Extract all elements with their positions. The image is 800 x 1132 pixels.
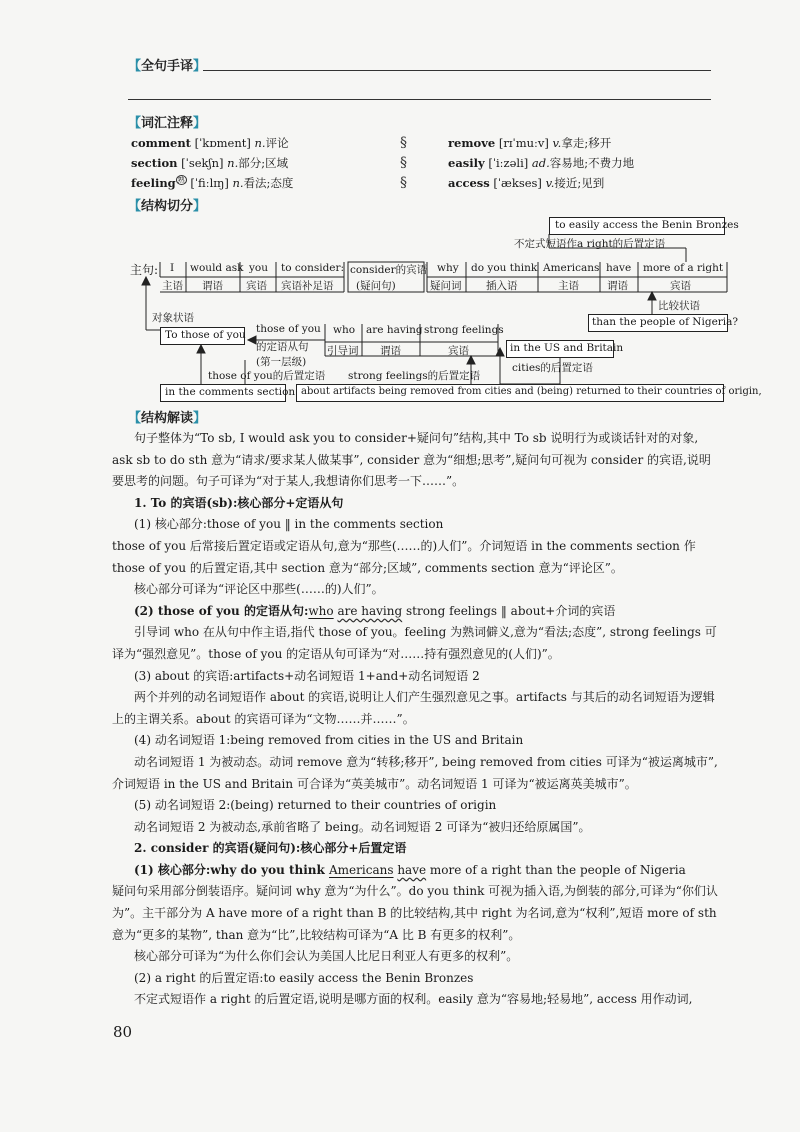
para-1-1b: 核心部分可译为“评论区中那些(……的)人们”。 [134,582,384,597]
word-i: I [170,262,175,274]
word-americans: Americans [543,262,600,274]
heading-1: 1. To 的宾语(sb):核心部分+定语从句 [134,495,344,510]
heading-2-1: (1) 核心部分:why do you think Americans have more of a right than the people of Nigeria [134,862,686,877]
para-2-1b: 核心部分可译为“为什么你们会认为美国人比尼日利亚人有更多的权利”。 [134,949,519,964]
intro-paragraph: 句子整体为“To sb, I would ask you to consider+疑问句”结构,其中 To sb 说明行为或谈话针对的对象, ask sb to do sth 意为“请求/要求某人做某事”, consider 意为“细想;思考”,疑问句可视为 consider 的宾语,说明要思考的问题。句子可译为“对于某人,我想请你们思考一下……”。 [112,431,711,489]
vocab-entry-access: access [ˈækses] v.接近;见到 [448,176,605,190]
heading-2-2: (2) a right 的后置定语:to easily access the Benin Bronzes [134,970,474,985]
main-clause-label: 主句: [130,263,159,277]
role-wh-word: 疑问词 [430,280,462,292]
heading-1-4: (4) 动名词短语 1:being removed from cities in the US and Britain [134,733,524,748]
para-2-1: 疑问句采用部分倒装语序。疑问词 why 意为“为什么”。do you think 可视为插入语,为倒装的部分,可译为“你们认为”。主干部分为 A have more of a right than B 的比较结构,其中 right 为名词,意为“权利”,短语 more of sth 意为“更多的某物”, than 意为“比”,比较结构可译为“A 比 B 有更多的权利”。 [112,884,718,942]
role-predicate-2: 谓语 [607,280,628,292]
us-britain-box: in the US and Britain [506,340,614,358]
vocab-entry-section: section [ˈsekʃn] n.部分;区域 [131,156,289,170]
role-predicate: 谓语 [202,280,223,292]
word-do-you-think: do you think [471,262,538,274]
analysis-header: 【结构解读】 [128,411,207,426]
analysis-body [112,428,718,1011]
word-would-ask: would ask [190,262,244,274]
page-number: 80 [113,1023,133,1041]
role-relative: 引导词 [327,345,359,357]
structure-header: 【结构切分】 [128,199,207,214]
para-1-3: 两个并列的动名词短语作 about 的宾语,说明让人们产生强烈意见之事。artifacts 与其后的动名词短语为逻辑上的主谓关系。about 的宾语可译为“文物……并……”。 [112,690,715,726]
clause-note-2: (第一层级) [256,356,307,368]
strong-post-note: strong feelings的后置定语 [348,370,481,382]
those-of-you-label: those of you [256,323,321,335]
familiar-word-badge: 熟 [177,176,185,185]
clause-note-1: 的定语从句 [256,341,309,353]
vocab-entry-easily: easily [ˈiːzəli] ad.容易地;不费力地 [448,156,635,170]
about-box: about artifacts being removed from cities and (being) returned to their countries of origin, [296,384,724,402]
para-1-1: those of you 后常接后置定语或定语从句,意为“那些(……的)人们”。介词短语 in the comments section 作 those of you 的后置定语,其中 section 意为“部分;区域”, comments section 意为“评论区”。 [112,538,696,575]
to-those-box: To those of you [160,327,245,345]
cities-note: cities的后置定语 [512,362,593,374]
role-object-2: 宾语 [670,280,691,292]
role-object: 宾语 [246,280,267,292]
word-more-of-a-right: more of a right [643,262,724,274]
word-why: why [437,262,459,274]
vocab-entry-comment: comment [ˈkɒment] n.评论 [131,136,289,150]
word-to-consider: to consider: [281,262,345,274]
translation-header: 【全句手译】 [128,59,207,74]
para-1-5: 动名词短语 2 为被动态,承前省略了 being。动名词短语 2 可译为“被归还给原属国”。 [134,819,591,834]
compare-label: 比较状语 [658,300,700,312]
those-post-note: those of you的后置定语 [208,370,326,382]
role-clause-predicate: 谓语 [380,345,401,357]
vocab-header: 【词汇注释】 [128,116,207,131]
top-note: 不定式短语作a right的后置定语 [514,238,666,250]
role-question: (疑问句) [356,280,396,292]
heading-1-5: (5) 动名词短语 2:(being) returned to their countries of origin [134,798,497,813]
role-clause-object: 宾语 [448,345,469,357]
para-1-4: 动名词短语 1 为被动态。动词 remove 意为“转移;移开”, being removed from cities 可译为“被运离城市”,介词短语 in the US and Britain 可合译为“英美城市”。动名词短语 1 可译为“被运离英美城市”。 [112,754,718,791]
top-infinitive-box: to easily access the Benin Bronzes [549,217,725,235]
vocab-entry-remove: remove [rɪˈmuːv] v.拿走;移开 [448,136,612,150]
role-subject: 主语 [162,280,183,292]
word-you: you [249,262,269,274]
word-have: have [606,262,632,274]
heading-1-3: (3) about 的宾语:artifacts+动名词短语 1+and+动名词短语 2 [134,668,480,683]
heading-1-2: (2) those of you 的定语从句:who are having strong feelings ‖ about+介词的宾语 [134,603,616,618]
para-1-2: 引导词 who 在从句中作主语,指代 those of you。feeling 为熟词僻义,意为“看法;态度”, strong feelings 可译为“强烈意见”。those of you 的定语从句可译为“对……持有强烈意见的(人们)”。 [112,625,717,661]
vocab-entry-feeling: feeling $^熟$ [ˈfiːlɪŋ] n.看法;态度 [131,176,294,190]
para-2-2: 不定式短语作 a right 的后置定语,说明是哪方面的权利。easily 意为“容易地;轻易地”, access 用作动词, [134,992,693,1007]
compare-box: than the people of Nigeria? [588,314,728,332]
word-who: who [333,324,356,336]
comments-box: in the comments section [160,384,286,402]
role-parenthetical: 插入语 [486,280,518,292]
word-strong-feelings: strong feelings [424,324,504,336]
consider-object: consider的宾语 [350,264,428,276]
heading-1-1: (1) 核心部分:those of you ‖ in the comments section [134,517,444,532]
vocab-divider: § § § [400,135,407,191]
word-are-having: are having [366,324,423,336]
role-complement: 宾语补足语 [281,280,334,292]
adverbial-label: 对象状语 [152,312,194,324]
role-subject-2: 主语 [558,280,579,292]
heading-2: 2. consider 的宾语(疑问句):核心部分+后置定语 [134,841,407,856]
